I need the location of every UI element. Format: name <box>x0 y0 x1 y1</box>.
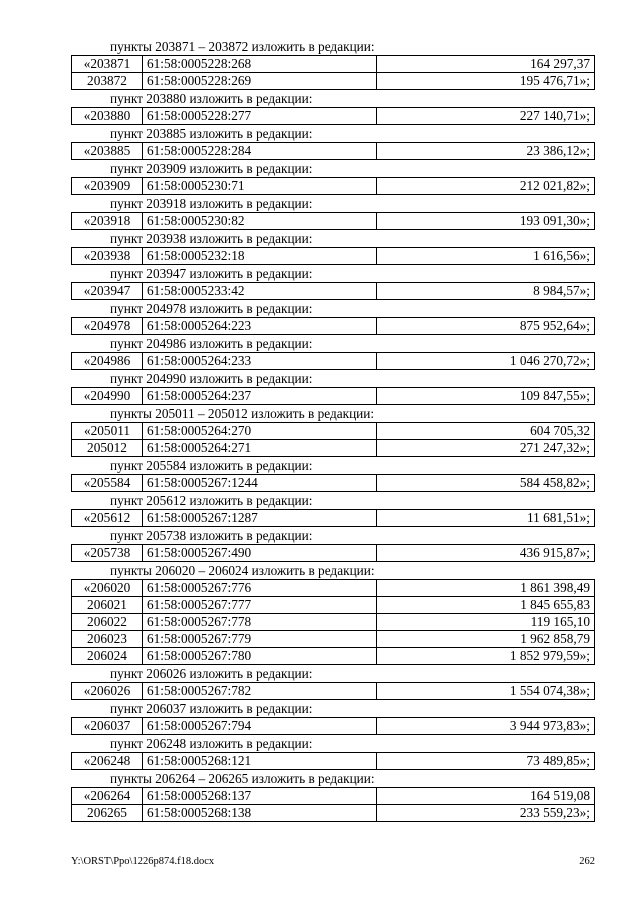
cadastral-number-cell: 61:58:0005267:1244 <box>143 475 377 492</box>
amendment-table <box>71 579 595 665</box>
table-row <box>72 318 595 335</box>
item-number-cell: «205011 <box>72 423 143 440</box>
item-number-cell: 206024 <box>72 648 143 665</box>
table-row <box>72 56 595 73</box>
item-number-cell: «205738 <box>72 545 143 562</box>
table-row <box>72 143 595 160</box>
cadastral-number-cell: 61:58:0005264:233 <box>143 353 377 370</box>
value-cell: 436 915,87»; <box>377 545 595 562</box>
amendment-heading: пункты 206264 – 206265 изложить в редакции: <box>110 771 375 786</box>
cadastral-number-cell: 61:58:0005230:71 <box>143 178 377 195</box>
table-row <box>72 353 595 370</box>
table-row <box>72 597 595 614</box>
value-cell: 1 554 074,38»; <box>377 683 595 700</box>
table-row <box>72 648 595 665</box>
value-cell: 1 861 398,49 <box>377 580 595 597</box>
amendment-table <box>71 474 595 492</box>
cadastral-number-cell: 61:58:0005228:284 <box>143 143 377 160</box>
value-cell: 584 458,82»; <box>377 475 595 492</box>
table-row <box>72 580 595 597</box>
amendment-table <box>71 717 595 735</box>
table-row <box>72 388 595 405</box>
amendment-table <box>71 509 595 527</box>
table-row <box>72 510 595 527</box>
amendment-heading: пункты 203871 – 203872 изложить в редакции: <box>110 39 375 54</box>
page-number: 262 <box>579 856 595 867</box>
table-row <box>72 283 595 300</box>
amendment-table <box>71 787 595 822</box>
amendment-table <box>71 212 595 230</box>
item-number-cell: 205012 <box>72 440 143 457</box>
amendment-table <box>71 177 595 195</box>
table-row <box>72 248 595 265</box>
value-cell: 23 386,12»; <box>377 143 595 160</box>
cadastral-number-cell: 61:58:0005267:490 <box>143 545 377 562</box>
value-cell: 1 616,56»; <box>377 248 595 265</box>
amendment-heading: пункт 206248 изложить в редакции: <box>110 736 313 751</box>
item-number-cell: «206026 <box>72 683 143 700</box>
cadastral-number-cell: 61:58:0005232:18 <box>143 248 377 265</box>
amendment-heading: пункт 205738 изложить в редакции: <box>110 528 313 543</box>
amendment-heading: пункт 206026 изложить в редакции: <box>110 666 313 681</box>
table-row <box>72 440 595 457</box>
amendment-heading: пункт 203938 изложить в редакции: <box>110 231 313 246</box>
cadastral-number-cell: 61:58:0005267:1287 <box>143 510 377 527</box>
amendment-heading: пункт 205584 изложить в редакции: <box>110 458 313 473</box>
cadastral-number-cell: 61:58:0005267:776 <box>143 580 377 597</box>
cadastral-number-cell: 61:58:0005264:237 <box>143 388 377 405</box>
item-number-cell: «205612 <box>72 510 143 527</box>
item-number-cell: «204978 <box>72 318 143 335</box>
page-footer <box>71 856 595 867</box>
amendment-table <box>71 544 595 562</box>
amendment-heading: пункты 205011 – 205012 изложить в редакции: <box>110 406 375 421</box>
cadastral-number-cell: 61:58:0005264:270 <box>143 423 377 440</box>
value-cell: 1 046 270,72»; <box>377 353 595 370</box>
value-cell: 164 297,37 <box>377 56 595 73</box>
amendment-table <box>71 752 595 770</box>
value-cell: 109 847,55»; <box>377 388 595 405</box>
value-cell: 1 845 655,83 <box>377 597 595 614</box>
value-cell: 193 091,30»; <box>377 213 595 230</box>
value-cell: 8 984,57»; <box>377 283 595 300</box>
item-number-cell: 206265 <box>72 805 143 822</box>
amendment-table <box>71 247 595 265</box>
value-cell: 164 519,08 <box>377 788 595 805</box>
value-cell: 227 140,71»; <box>377 108 595 125</box>
item-number-cell: «203947 <box>72 283 143 300</box>
cadastral-number-cell: 61:58:0005228:277 <box>143 108 377 125</box>
value-cell: 1 852 979,59»; <box>377 648 595 665</box>
table-row <box>72 423 595 440</box>
value-cell: 604 705,32 <box>377 423 595 440</box>
item-number-cell: «204990 <box>72 388 143 405</box>
amendment-table <box>71 107 595 125</box>
amendment-table <box>71 282 595 300</box>
cadastral-number-cell: 61:58:0005267:780 <box>143 648 377 665</box>
item-number-cell: 206022 <box>72 614 143 631</box>
amendment-heading: пункт 203947 изложить в редакции: <box>110 266 313 281</box>
table-row <box>72 631 595 648</box>
item-number-cell: «203871 <box>72 56 143 73</box>
table-row <box>72 213 595 230</box>
item-number-cell: «203938 <box>72 248 143 265</box>
table-row <box>72 73 595 90</box>
value-cell: 212 021,82»; <box>377 178 595 195</box>
item-number-cell: «205584 <box>72 475 143 492</box>
table-row <box>72 475 595 492</box>
amendment-heading: пункт 205612 изложить в редакции: <box>110 493 313 508</box>
value-cell: 73 489,85»; <box>377 753 595 770</box>
cadastral-number-cell: 61:58:0005268:138 <box>143 805 377 822</box>
value-cell: 11 681,51»; <box>377 510 595 527</box>
item-number-cell: «203880 <box>72 108 143 125</box>
amendment-heading: пункт 203885 изложить в редакции: <box>110 126 313 141</box>
item-number-cell: «203918 <box>72 213 143 230</box>
cadastral-number-cell: 61:58:0005267:794 <box>143 718 377 735</box>
cadastral-number-cell: 61:58:0005228:268 <box>143 56 377 73</box>
cadastral-number-cell: 61:58:0005267:777 <box>143 597 377 614</box>
cadastral-number-cell: 61:58:0005228:269 <box>143 73 377 90</box>
amendment-heading: пункты 206020 – 206024 изложить в редакции: <box>110 563 375 578</box>
amendment-heading: пункт 203918 изложить в редакции: <box>110 196 313 211</box>
amendment-table <box>71 55 595 90</box>
cadastral-number-cell: 61:58:0005264:223 <box>143 318 377 335</box>
item-number-cell: «206264 <box>72 788 143 805</box>
amendment-heading: пункт 206037 изложить в редакции: <box>110 701 313 716</box>
amendment-heading: пункт 203880 изложить в редакции: <box>110 91 313 106</box>
table-row <box>72 683 595 700</box>
amendment-table <box>71 422 595 457</box>
amendment-table <box>71 387 595 405</box>
value-cell: 1 962 858,79 <box>377 631 595 648</box>
amendment-heading: пункт 204986 изложить в редакции: <box>110 336 313 351</box>
value-cell: 119 165,10 <box>377 614 595 631</box>
file-path: Y:\ORST\Ppo\1226p874.f18.docx <box>71 856 215 867</box>
cadastral-number-cell: 61:58:0005267:778 <box>143 614 377 631</box>
document-body <box>71 38 595 822</box>
table-row <box>72 108 595 125</box>
amendment-table <box>71 682 595 700</box>
table-row <box>72 545 595 562</box>
table-row <box>72 178 595 195</box>
table-row <box>72 805 595 822</box>
value-cell: 875 952,64»; <box>377 318 595 335</box>
table-row <box>72 788 595 805</box>
cadastral-number-cell: 61:58:0005230:82 <box>143 213 377 230</box>
value-cell: 3 944 973,83»; <box>377 718 595 735</box>
table-row <box>72 614 595 631</box>
amendment-table <box>71 142 595 160</box>
value-cell: 233 559,23»; <box>377 805 595 822</box>
amendment-table <box>71 352 595 370</box>
amendment-heading: пункт 204978 изложить в редакции: <box>110 301 313 316</box>
cadastral-number-cell: 61:58:0005267:779 <box>143 631 377 648</box>
amendment-heading: пункт 203909 изложить в редакции: <box>110 161 313 176</box>
amendment-table <box>71 317 595 335</box>
value-cell: 271 247,32»; <box>377 440 595 457</box>
cadastral-number-cell: 61:58:0005268:121 <box>143 753 377 770</box>
table-row <box>72 718 595 735</box>
item-number-cell: «203885 <box>72 143 143 160</box>
item-number-cell: «204986 <box>72 353 143 370</box>
value-cell: 195 476,71»; <box>377 73 595 90</box>
item-number-cell: «203909 <box>72 178 143 195</box>
cadastral-number-cell: 61:58:0005233:42 <box>143 283 377 300</box>
item-number-cell: «206037 <box>72 718 143 735</box>
item-number-cell: «206020 <box>72 580 143 597</box>
cadastral-number-cell: 61:58:0005268:137 <box>143 788 377 805</box>
item-number-cell: «206248 <box>72 753 143 770</box>
cadastral-number-cell: 61:58:0005264:271 <box>143 440 377 457</box>
item-number-cell: 206023 <box>72 631 143 648</box>
item-number-cell: 206021 <box>72 597 143 614</box>
cadastral-number-cell: 61:58:0005267:782 <box>143 683 377 700</box>
table-row <box>72 753 595 770</box>
amendment-heading: пункт 204990 изложить в редакции: <box>110 371 313 386</box>
item-number-cell: 203872 <box>72 73 143 90</box>
